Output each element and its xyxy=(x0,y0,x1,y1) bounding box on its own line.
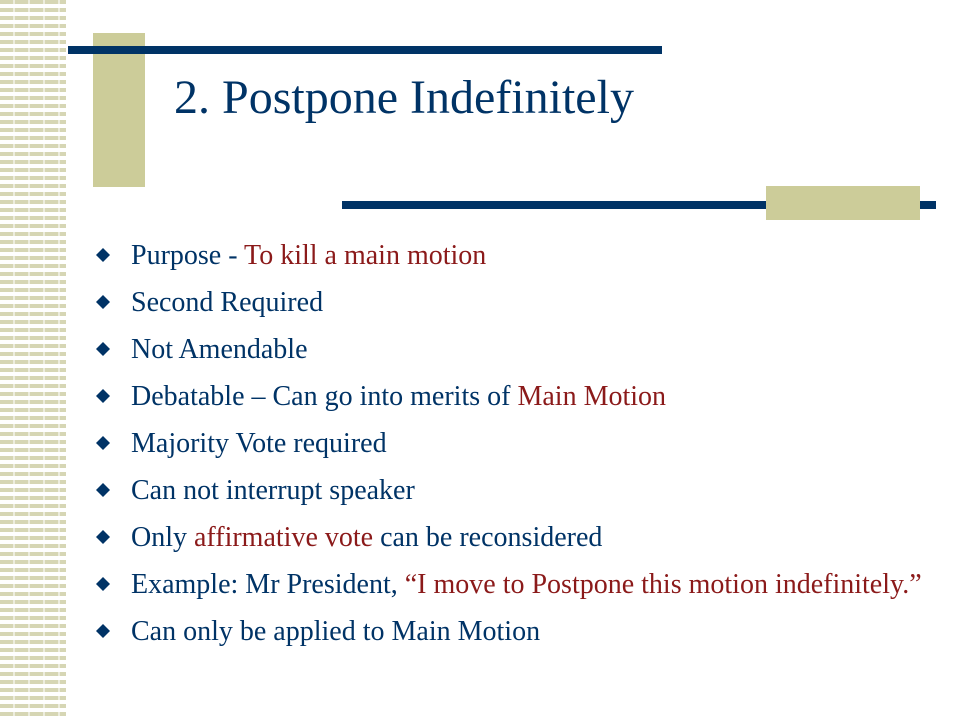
tan-accent-block-bottom xyxy=(766,186,920,220)
diamond-bullet-icon xyxy=(96,248,110,262)
bullet-text: Example: Mr President, xyxy=(131,569,405,600)
bullet-text: Purpose - xyxy=(131,240,245,271)
bullet-highlight: To kill a main motion xyxy=(244,240,487,271)
bullet-text: Second Required xyxy=(131,287,324,318)
bullet-item-applied xyxy=(96,614,946,649)
navy-rule-top xyxy=(68,46,662,54)
bullet-item-purpose xyxy=(96,238,946,273)
bullet-item-interrupt xyxy=(96,473,946,508)
bullet-text: Can not interrupt speaker xyxy=(131,475,415,506)
bullet-highlight: affirmative vote xyxy=(194,522,374,553)
diamond-bullet-icon xyxy=(96,342,110,356)
bullet-highlight: Main Motion xyxy=(517,381,667,412)
bullet-text: Debatable – Can go into merits of xyxy=(131,381,518,412)
bullet-highlight: “I move to Postpone this motion indefinitely.” xyxy=(404,569,922,600)
diamond-bullet-icon xyxy=(96,530,110,544)
bullet-item-reconsider xyxy=(96,520,946,555)
striped-side-border xyxy=(0,0,66,720)
diamond-bullet-icon xyxy=(96,483,110,497)
tan-accent-block-top xyxy=(93,33,145,187)
diamond-bullet-icon xyxy=(96,577,110,591)
bullet-text: Can only be applied to Main Motion xyxy=(131,616,541,647)
bullet-text: Only xyxy=(131,522,194,553)
bullet-text: can be reconsidered xyxy=(373,522,603,553)
diamond-bullet-icon xyxy=(96,389,110,403)
bullet-text: Majority Vote required xyxy=(131,428,387,459)
diamond-bullet-icon xyxy=(96,295,110,309)
bullet-item-debatable xyxy=(96,379,946,414)
bullet-item-amendable xyxy=(96,332,946,367)
slide-title: 2. Postpone Indefinitely xyxy=(174,71,634,124)
diamond-bullet-icon xyxy=(96,624,110,638)
bullet-item-example xyxy=(96,567,946,602)
bullet-list xyxy=(96,238,946,661)
bullet-text: Not Amendable xyxy=(131,334,308,365)
diamond-bullet-icon xyxy=(96,436,110,450)
bullet-item-majority xyxy=(96,426,946,461)
bullet-item-second xyxy=(96,285,946,320)
